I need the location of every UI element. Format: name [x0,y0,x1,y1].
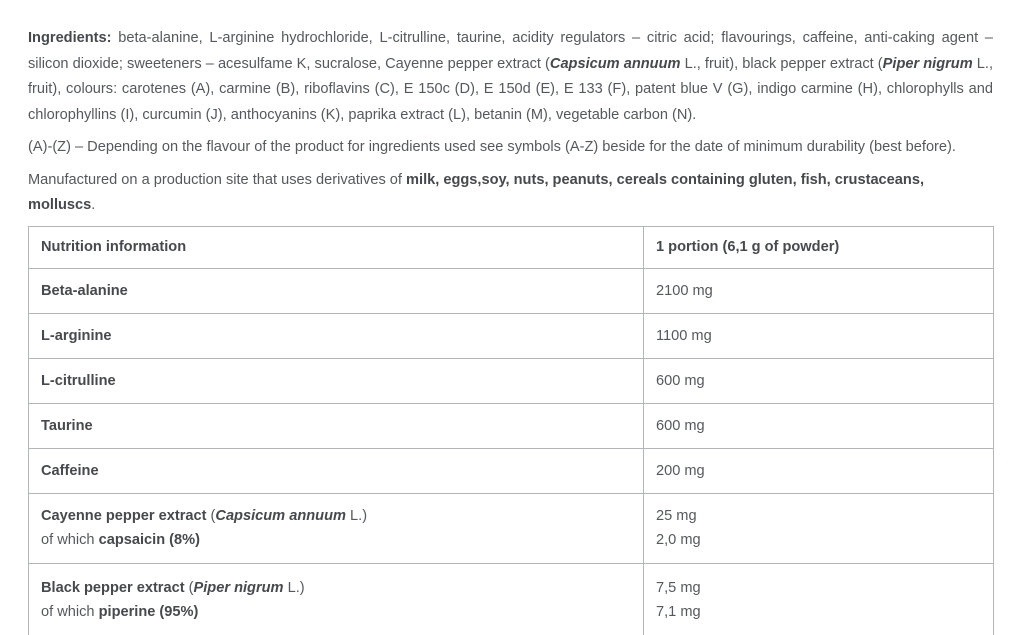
cell-value: 600 mg [644,358,994,403]
cell-name [29,448,644,493]
nutrient-name: Black pepper extract [41,579,189,596]
cell-name [29,313,644,358]
nutrient-name: Cayenne pepper extract [41,508,211,524]
cell-name [29,403,644,448]
ingredients-paragraph [28,26,993,128]
value-line1: 25 mg [656,508,697,524]
table-row-l-citrulline [29,358,994,403]
table-row-taurine [29,403,994,448]
allergen-list: milk, eggs,soy, nuts, peanuts, cereals containing gluten, fish, crustaceans, molluscs [28,171,924,213]
paren-open: ( [210,508,216,524]
header-portion [644,226,994,268]
latin-name-capsicum-table: Capsicum annuum [215,508,346,524]
nutrient-name-line2 [41,600,631,624]
table-row-caffeine [29,448,994,493]
nutrient-name: L-citrulline [41,372,116,389]
nutrient-name-line1 [41,504,631,528]
nutrient-name: Beta-alanine [41,282,128,299]
value-line2: 2,0 mg [656,532,701,548]
flavour-note: (A)-(Z) – Depending on the flavour of the product for ingredients used see symbols (A-Z) beside for the date of minimum durability (best before). [28,139,956,155]
cell-name [29,268,644,313]
cell-name [29,493,644,563]
nutrient-name: Taurine [41,417,93,434]
paren-open: ( [188,579,194,596]
latin-name-capsicum: Capsicum annuum [549,55,681,72]
latin-name-piper: Piper nigrum [882,55,973,72]
header-nutrition-information [29,226,644,268]
allergen-tail: . [91,197,96,213]
of-which-label: of which [41,532,99,548]
latin-suffix: L.) [345,508,368,524]
value-line2: 7,1 mg [656,603,701,620]
ingredients-text-3: L., fruit), colours: carotenes (A), carmine (B), riboflavins (C), E 150c (D), E 150d (E), E 133 (F), patent blue V (G), indigo carmine (H), chlorophylls and chlorophyllins (I), curcumin (J), anthocyanins (K), paprika extract (L), betanin (M), vegetable carbon (N). [28,55,994,123]
ingredients-text-2: L., fruit), black pepper extract ( [680,55,883,72]
table-row-black-pepper-extract [29,563,994,635]
nutrient-name: L-arginine [41,327,112,344]
allergen-statement [28,168,993,219]
value-line1: 7,5 mg [656,579,701,596]
cell-name [29,358,644,403]
cell-value: 2100 mg [644,268,994,313]
active-compound: piperine (95%) [98,603,199,620]
allergen-lead: Manufactured on a production site that uses derivatives of [28,171,407,188]
table-row-l-arginine [29,313,994,358]
ingredients-lead: Ingredients: [28,30,112,46]
table-header-row [29,226,994,268]
cell-value: 1100 mg [644,313,994,358]
nutrition-table [28,226,994,635]
ingredients-text-1: beta-alanine, L-arginine hydrochloride, L-citrulline, taurine, acidity regulators – citric acid; flavourings, caffeine, anti-caking agent – silicon dioxide; sweeteners – acesulfame K, sucralose, Cayenne pepper extract ( [28,30,993,72]
cell-value: 600 mg [644,403,994,448]
of-which-label: of which [41,603,99,620]
nutrient-name: Caffeine [41,462,99,479]
nutrient-name-line2 [41,528,631,552]
cell-value [644,563,994,635]
table-row-beta-alanine [29,268,994,313]
latin-suffix: L.) [283,579,305,596]
nutrient-name-line1 [41,576,631,600]
active-compound: capsaicin (8%) [98,532,200,548]
cell-value: 200 mg [644,448,994,493]
header-nutrition-label: Nutrition information [41,239,187,255]
latin-name-piper-table: Piper nigrum [193,579,284,596]
cell-name [29,563,644,635]
header-portion-label: 1 portion (6,1 g of powder) [656,239,840,255]
table-row-cayenne-pepper-extract [29,493,994,563]
cell-value [644,493,994,563]
